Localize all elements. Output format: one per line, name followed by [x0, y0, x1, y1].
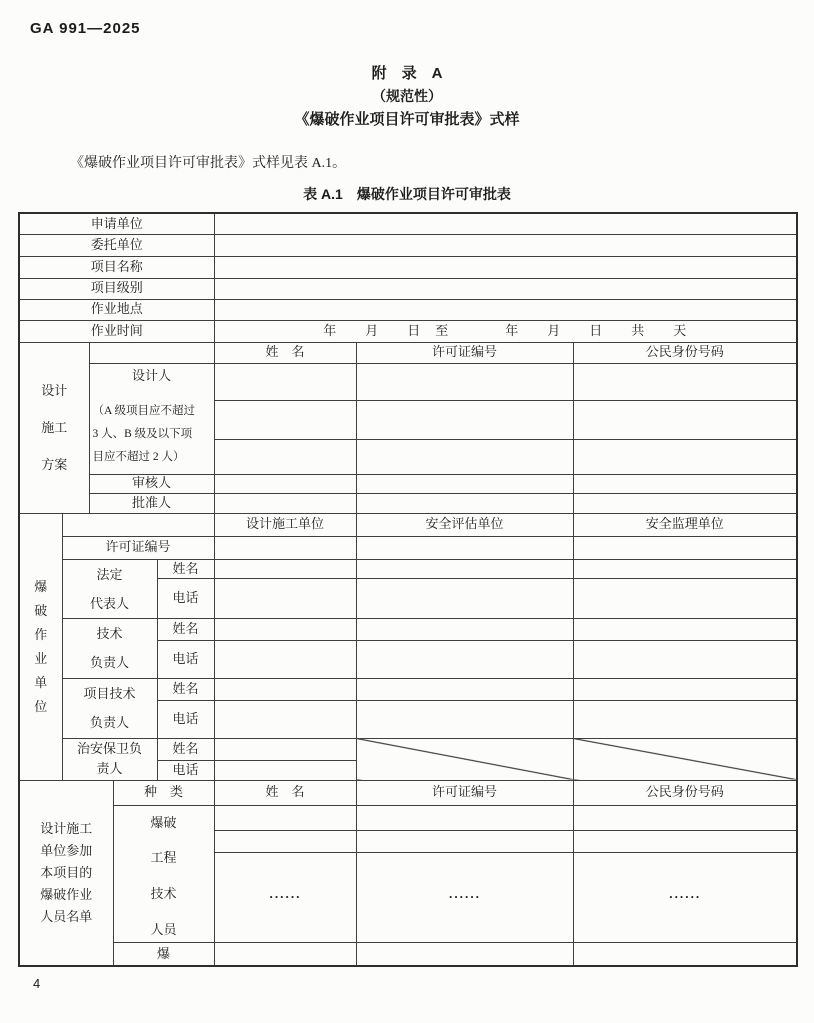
designer-label: 设计人 — [131, 367, 171, 383]
appendix-title: 附 录 A — [371, 65, 443, 82]
legal-rep-line: 代表人 — [89, 595, 129, 611]
reviewer-name-cell — [214, 474, 356, 493]
designer-note — [90, 400, 214, 469]
phone-sublabel: 电话 — [157, 700, 214, 738]
legal-rep-name-cell — [356, 559, 573, 579]
phone-sublabel: 电话 — [157, 640, 214, 678]
design-plan-section-label — [19, 342, 89, 513]
ellipsis-cell: ······ — [573, 852, 797, 942]
staff-side-line: 单位参加 — [40, 842, 93, 858]
approver-label: 批准人 — [89, 493, 214, 513]
project-tech-lead-name-cell — [573, 678, 797, 700]
staff-name-cell — [214, 830, 356, 852]
unit-side-char: 位 — [34, 698, 48, 714]
legal-rep-label — [62, 559, 157, 618]
assessment-unit-column-header: 安全评估单位 — [356, 513, 573, 536]
phone-sublabel: 电话 — [157, 579, 214, 618]
ellipsis-cell: ······ — [214, 852, 356, 942]
project-level-label: 项目级别 — [19, 278, 214, 299]
appendix-subtitle: （规范性） — [372, 88, 442, 104]
legal-rep-phone-cell — [573, 579, 797, 618]
tech-lead-phone-cell — [214, 640, 356, 678]
approval-form-table — [18, 212, 798, 967]
unit-license-cell — [214, 536, 356, 559]
blasting-units-section-label — [19, 513, 62, 780]
name-column-header: 姓 名 — [214, 780, 356, 805]
unit-side-char: 业 — [34, 650, 48, 666]
not-applicable-diagonal-cell — [356, 738, 573, 780]
tech-lead-name-cell — [573, 618, 797, 640]
tech-lead-line: 技术 — [96, 626, 123, 641]
designer-note-line: 3 人、B 级及以下项 — [92, 428, 193, 441]
security-lead-line: 治安保卫负 — [76, 741, 142, 756]
legal-rep-name-cell — [214, 559, 356, 579]
client-label: 委托单位 — [19, 234, 214, 256]
name-sublabel: 姓名 — [157, 738, 214, 760]
staff-id-cell — [573, 830, 797, 852]
security-lead-line: 责人 — [96, 761, 123, 776]
tech-lead-phone-cell — [356, 640, 573, 678]
security-lead-label — [62, 738, 157, 780]
designer-name-cell — [214, 400, 356, 439]
legal-rep-phone-cell — [356, 579, 573, 618]
applicant-label: 申请单位 — [19, 213, 214, 234]
staff-name-cell — [214, 805, 356, 830]
designer-name-cell — [214, 363, 356, 400]
intro-paragraph: 《爆破作业项目许可审批表》式样见表 A.1。 — [70, 156, 347, 171]
security-lead-phone-cell — [214, 760, 356, 780]
design-side-line: 方案 — [41, 457, 68, 472]
appendix-form-title: 《爆破作业项目许可审批表》式样 — [294, 111, 520, 128]
client-value-cell — [214, 234, 797, 256]
staff-name-cell — [214, 942, 356, 966]
project-level-value-cell — [214, 278, 797, 299]
staff-side-line: 本项目的 — [40, 864, 93, 880]
ellipsis-cell: ······ — [356, 852, 573, 942]
reviewer-label: 审核人 — [89, 474, 214, 493]
unit-side-char: 单 — [34, 674, 48, 690]
tech-lead-phone-cell — [573, 640, 797, 678]
citizen-id-column-header: 公民身份号码 — [573, 342, 797, 363]
name-column-header: 姓 名 — [214, 342, 356, 363]
design-side-line: 设计 — [41, 383, 68, 398]
project-tech-lead-line: 项目技术 — [83, 686, 136, 701]
table-caption: 表 A.1 爆破作业项目许可审批表 — [303, 186, 511, 202]
personnel-roster-section-label — [19, 780, 113, 966]
designer-id-cell — [573, 400, 797, 439]
type-column-header: 种 类 — [113, 780, 214, 805]
design-side-line: 施工 — [41, 420, 68, 435]
staff-license-cell — [356, 805, 573, 830]
reviewer-license-cell — [356, 474, 573, 493]
blaster-type-line: 工程 — [150, 850, 177, 866]
project-name-label: 项目名称 — [19, 256, 214, 278]
unit-license-cell — [573, 536, 797, 559]
approver-id-cell — [573, 493, 797, 513]
staff-side-line: 人员名单 — [40, 908, 93, 924]
designer-name-cell — [214, 439, 356, 474]
time-value-cell: 年 月 日 至 年 月 日 共 天 — [214, 320, 797, 342]
designer-license-cell — [356, 400, 573, 439]
unit-side-char: 爆 — [34, 578, 48, 594]
blaster-type-line: 人员 — [150, 922, 177, 938]
unit-license-label: 许可证编号 — [62, 536, 214, 559]
project-tech-lead-phone-cell — [573, 700, 797, 738]
approver-license-cell — [356, 493, 573, 513]
tech-lead-name-cell — [214, 618, 356, 640]
project-tech-lead-name-cell — [214, 678, 356, 700]
blaster-type-line: 技术 — [150, 886, 177, 902]
staff-side-line: 爆破作业 — [40, 886, 93, 902]
designer-note-line: （A 级项目应不超过 — [92, 405, 196, 418]
project-tech-lead-phone-cell — [356, 700, 573, 738]
standard-number: GA 991—2025 — [30, 20, 141, 37]
legal-rep-phone-cell — [214, 579, 356, 618]
project-tech-lead-line: 负责人 — [89, 715, 129, 730]
supervision-unit-column-header: 安全监理单位 — [573, 513, 797, 536]
legal-rep-name-cell — [573, 559, 797, 579]
tech-lead-name-cell — [356, 618, 573, 640]
designer-note-line: 目应不超过 2 人） — [92, 451, 185, 464]
project-tech-lead-name-cell — [356, 678, 573, 700]
project-name-value-cell — [214, 256, 797, 278]
blaster-type-line: 爆破 — [150, 814, 177, 830]
time-label: 作业时间 — [19, 320, 214, 342]
unit-side-char: 破 — [34, 602, 48, 618]
legal-rep-line: 法定 — [96, 566, 123, 582]
citizen-id-column-header: 公民身份号码 — [573, 780, 797, 805]
designer-id-cell — [573, 363, 797, 400]
empty-cell — [89, 342, 214, 363]
designer-license-cell — [356, 363, 573, 400]
project-tech-lead-phone-cell — [214, 700, 356, 738]
unit-license-cell — [356, 536, 573, 559]
blasting-engineer-type-label — [113, 805, 214, 942]
staff-license-cell — [356, 942, 573, 966]
empty-cell — [62, 513, 214, 536]
security-lead-name-cell — [214, 738, 356, 760]
staff-license-cell — [356, 830, 573, 852]
designer-label-cell — [89, 363, 214, 474]
staff-id-cell — [573, 942, 797, 966]
phone-sublabel: 电话 — [157, 760, 214, 780]
tech-lead-line: 负责人 — [89, 655, 129, 670]
project-tech-lead-label — [62, 678, 157, 738]
location-label: 作业地点 — [19, 299, 214, 320]
name-sublabel: 姓名 — [157, 618, 214, 640]
license-column-header: 许可证编号 — [356, 342, 573, 363]
location-value-cell — [214, 299, 797, 320]
truncated-type-label: 爆 — [113, 942, 214, 966]
name-sublabel: 姓名 — [157, 559, 214, 579]
designer-id-cell — [573, 439, 797, 474]
staff-side-line: 设计施工 — [40, 820, 93, 836]
unit-side-char: 作 — [34, 626, 48, 642]
appendix-title-block — [0, 62, 814, 131]
staff-id-cell — [573, 805, 797, 830]
name-sublabel: 姓名 — [157, 678, 214, 700]
designer-license-cell — [356, 439, 573, 474]
tech-lead-label — [62, 618, 157, 678]
not-applicable-diagonal-cell — [573, 738, 797, 780]
reviewer-id-cell — [573, 474, 797, 493]
approver-name-cell — [214, 493, 356, 513]
page-number: 4 — [33, 976, 41, 991]
design-unit-column-header: 设计施工单位 — [214, 513, 356, 536]
applicant-value-cell — [214, 213, 797, 234]
license-column-header: 许可证编号 — [356, 780, 573, 805]
